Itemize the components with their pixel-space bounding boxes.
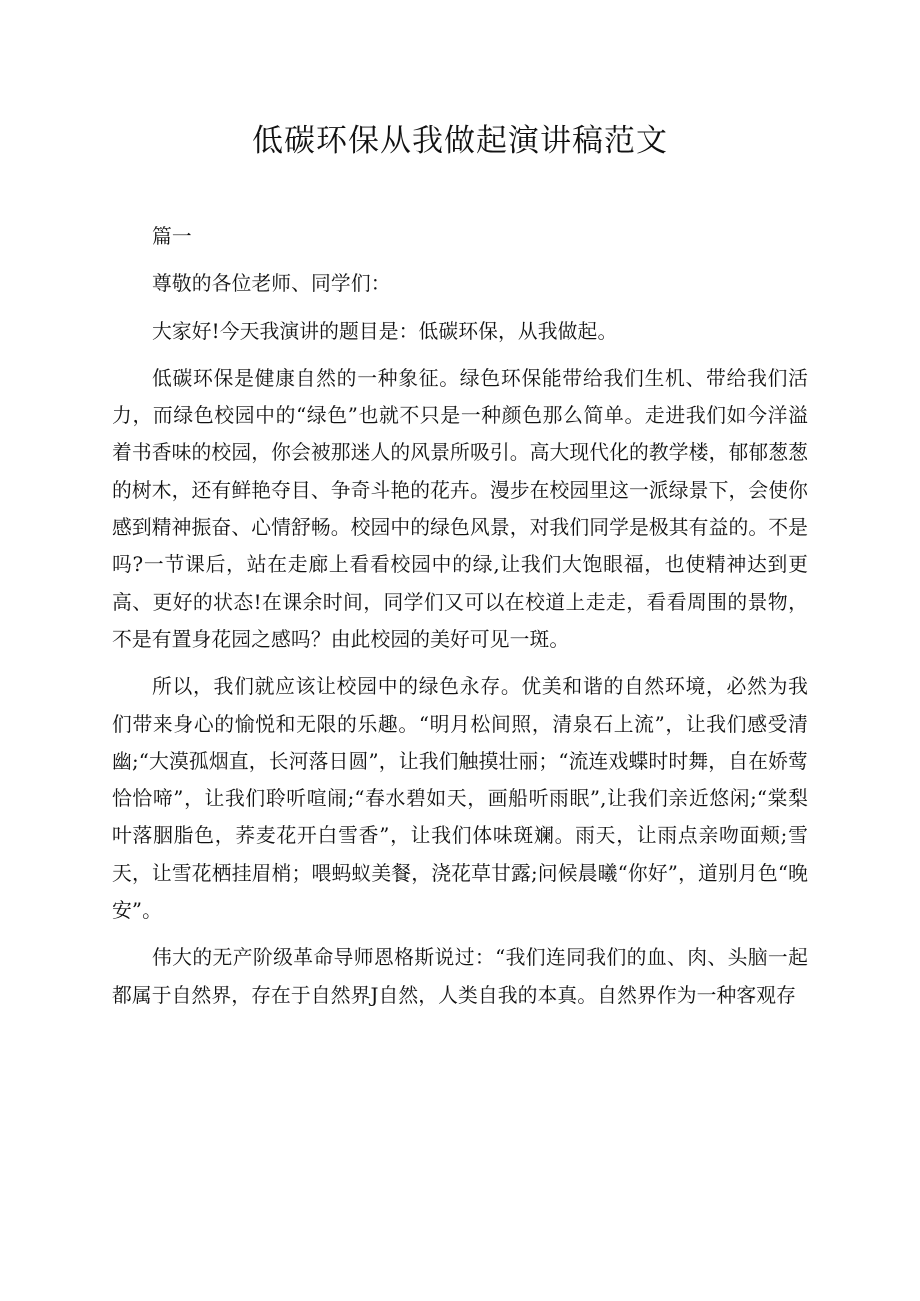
salutation: 尊敬的各位老师、同学们： <box>152 272 391 296</box>
document-body <box>112 218 808 1014</box>
body-paragraph: 伟大的无产阶级革命导师恩格斯说过：“我们连同我们的血、肉、头脑一起都属于自然界，存在于自然界J自然，人类自我的本真。自然界作为一种客观存 <box>112 946 808 1007</box>
section-heading: 篇一 <box>152 225 192 248</box>
body-paragraph: 所以，我们就应该让校园中的绿色永存。优美和谐的自然环境，必然为我们带来身心的愉悦和无限的乐趣。“明月松间照，清泉石上流”，让我们感受清幽;“大漠孤烟直，长河落日圆”，让我们触摸壮丽；“流连戏蝶时时舞，自在娇莺恰恰啼”，让我们聆听喧闹;“春水碧如天，画船听雨眠”,让我们亲近悠闲;“棠梨叶落胭脂色，荞麦花开白雪香”，让我们体味斑斓。雨天，让雨点亲吻面颊;雪天，让雪花栖挂眉梢；喂蚂蚁美餐，浇花草甘露;问候晨曦“你好”，道别月色“晚安”。 <box>112 675 808 923</box>
greeting-paragraph: 大家好!今天我演讲的题目是：低碳环保，从我做起。 <box>152 319 618 343</box>
body-paragraph: 低碳环保是健康自然的一种象征。绿色环保能带给我们生机、带给我们活力，而绿色校园中的“绿色”也就不只是一种颜色那么简单。走进我们如今洋溢着书香味的校园，你会被那迷人的风景所吸引。高大现代化的教学楼，郁郁葱葱的树木，还有鲜艳夺目、争奇斗艳的花卉。漫步在校园里这一派绿景下，会使你感到精神振奋、心情舒畅。校园中的绿色风景，对我们同学是极其有益的。不是吗?一节课后，站在走廊上看看校园中的绿,让我们大饱眼福，也使精神达到更高、更好的状态!在课余时间，同学们又可以在校道上走走，看看周围的景物，不是有置身花园之感吗？由此校园的美好可见一斑。 <box>112 366 808 651</box>
document-title: 低碳环保从我做起演讲稿范文 <box>252 123 668 159</box>
